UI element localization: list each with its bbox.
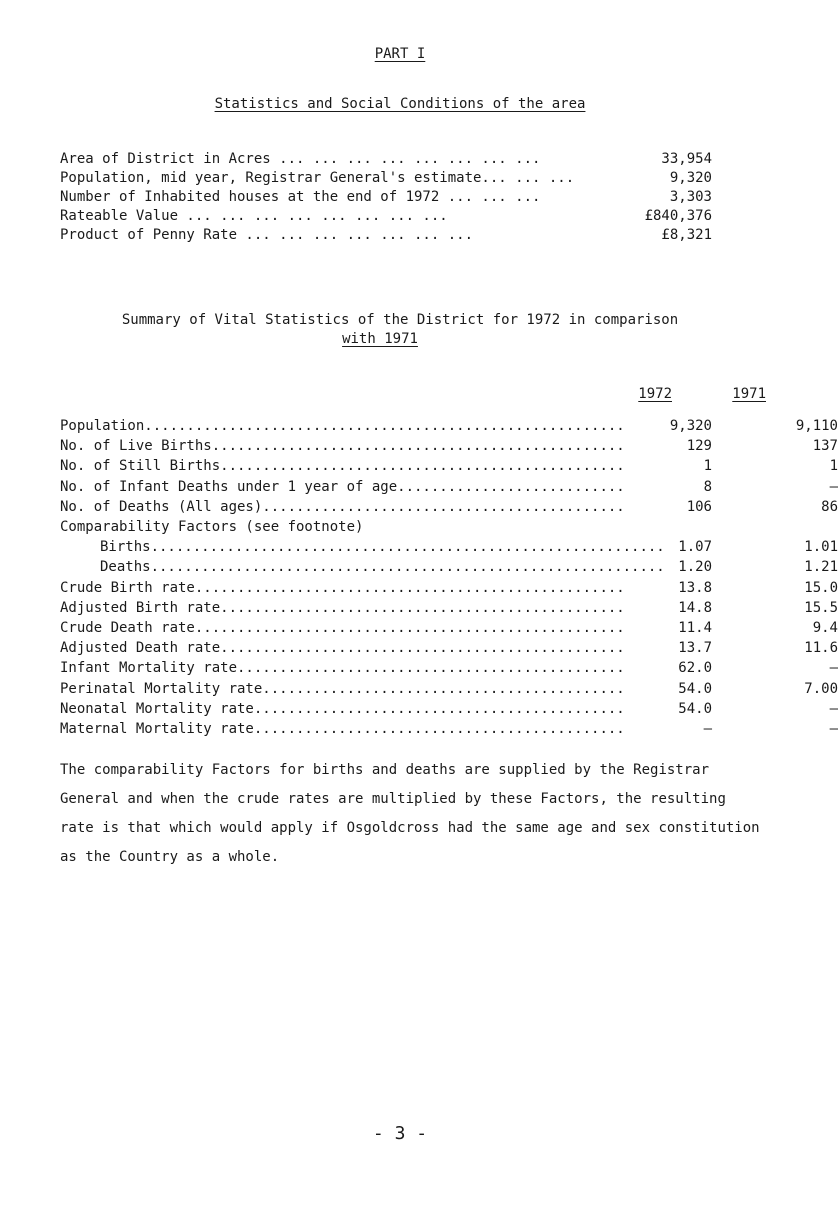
vital-stat-label: Neonatal Mortality rate............................................: [60, 700, 625, 717]
value-1972: 54.0: [678, 700, 712, 717]
area-stat-value: 33,954: [661, 151, 712, 167]
vital-stat-row: [60, 539, 838, 559]
area-stat-label: Product of Penny Rate ... ... ... ... ... ... ...: [60, 227, 474, 243]
vital-stat-row: [60, 700, 838, 721]
vital-stat-row: [60, 438, 838, 458]
value-1972: 8: [703, 478, 712, 495]
value-1972: 9,320: [669, 418, 712, 434]
vital-stat-row: [60, 680, 838, 701]
value-1972: 129: [686, 438, 712, 455]
area-stat-value: 3,303: [669, 189, 712, 205]
value-1972: 13.8: [678, 579, 712, 596]
value-1971: 7.00: [804, 680, 838, 697]
value-1971: 1: [829, 458, 838, 475]
value-1972: 54.0: [678, 680, 712, 697]
value-1971: 1.01: [804, 539, 838, 556]
area-stat-row: [60, 151, 712, 169]
value-1972: 1.20: [678, 559, 712, 576]
vital-stat-row: [60, 458, 838, 478]
summary-title-line1: Summary of Vital Statistics of the District for 1972 in comparison: [121, 312, 679, 328]
vital-stat-row: [60, 559, 838, 579]
area-stat-label: Area of District in Acres ... ... ... ... ... ... ... ...: [60, 151, 541, 167]
vital-stat-label: Crude Death rate...................................................: [60, 620, 625, 636]
value-1972: 13.7: [678, 640, 712, 657]
part-title: PART I: [374, 46, 426, 62]
value-1972: 1.07: [678, 539, 712, 556]
vital-stat-label: Infant Mortality rate..............................................: [60, 660, 625, 677]
value-1971: 9,110: [795, 418, 838, 434]
vital-stat-row: [60, 418, 838, 438]
footnote: The comparability Factors for births and deaths are supplied by the Registrar General and when the crude rates are multiplied by these Factors, the resulting rate is that which would apply if Osgoldcross had the same age and sex constitution as the Country as a whole.: [60, 762, 760, 865]
value-1971: 137: [812, 438, 838, 455]
vital-stat-row: [60, 519, 800, 539]
area-stat-label: Number of Inhabited houses at the end of 1972 ... ... ...: [60, 189, 541, 205]
vital-stat-label: Maternal Mortality rate............................................: [60, 721, 625, 737]
area-stat-row: [60, 227, 712, 245]
value-1971: –: [829, 478, 838, 495]
area-stat-value: £840,376: [644, 208, 712, 224]
vital-stat-label: Crude Birth rate...................................................: [60, 579, 625, 596]
area-stat-value: £8,321: [661, 227, 712, 243]
area-stat-row: [60, 208, 712, 226]
value-1971: –: [829, 700, 838, 717]
area-stat-value: 9,320: [669, 170, 712, 186]
area-stat-row: [60, 189, 712, 207]
vital-stat-label: No. of Deaths (All ages)...........................................: [60, 498, 625, 515]
value-1971: –: [829, 660, 838, 677]
vital-stat-label: Perinatal Mortality rate...........................................: [60, 680, 625, 697]
value-1972: 106: [686, 498, 712, 515]
vital-stat-label: Adjusted Death rate................................................: [60, 640, 625, 657]
value-1971: –: [829, 721, 838, 737]
vital-stat-label: Adjusted Birth rate................................................: [60, 599, 625, 616]
area-stat-label: Population, mid year, Registrar General's estimate... ... ...: [60, 170, 575, 186]
value-1972: 14.8: [678, 599, 712, 616]
vital-stat-row: [60, 498, 838, 519]
value-1971: 1.21: [804, 559, 838, 576]
section-title: Statistics and Social Conditions of the area: [214, 96, 586, 112]
vital-stat-row: [60, 478, 838, 499]
page-number: - 3 -: [372, 1123, 428, 1144]
value-1971: 9.4: [812, 620, 838, 636]
vital-stat-row: [60, 640, 838, 660]
value-1971: 15.0: [804, 579, 838, 596]
vital-stat-label: No. of Infant Deaths under 1 year of age...........................: [60, 478, 625, 495]
vital-stat-row: [60, 620, 838, 640]
value-1972: –: [703, 721, 712, 737]
value-1971: 86: [821, 498, 838, 515]
col-header-1972: 1972: [638, 386, 672, 402]
vital-stat-label: Births.............................................................: [100, 539, 665, 556]
value-1972: 62.0: [678, 660, 712, 677]
area-stat-label: Rateable Value ... ... ... ... ... ... ... ...: [60, 208, 448, 224]
area-stat-row: [60, 170, 712, 188]
value-1971: 15.5: [804, 599, 838, 616]
value-1972: 11.4: [678, 620, 712, 636]
vital-stat-row: [60, 660, 838, 680]
vital-stat-row: [60, 599, 838, 620]
vital-stat-label: Population.........................................................: [60, 418, 625, 434]
col-header-1971: 1971: [732, 386, 766, 402]
vital-stat-row: [60, 721, 838, 741]
vital-stat-label: No. of Still Births................................................: [60, 458, 625, 475]
vital-stat-row: [60, 579, 838, 600]
value-1972: 1: [703, 458, 712, 475]
summary-title-line2: with 1971: [342, 331, 418, 347]
vital-stat-label: Deaths.............................................................: [100, 559, 665, 576]
vital-stat-label: No. of Live Births.................................................: [60, 438, 625, 455]
vital-stat-label: Comparability Factors (see footnote): [60, 519, 364, 535]
value-1971: 11.6: [804, 640, 838, 657]
